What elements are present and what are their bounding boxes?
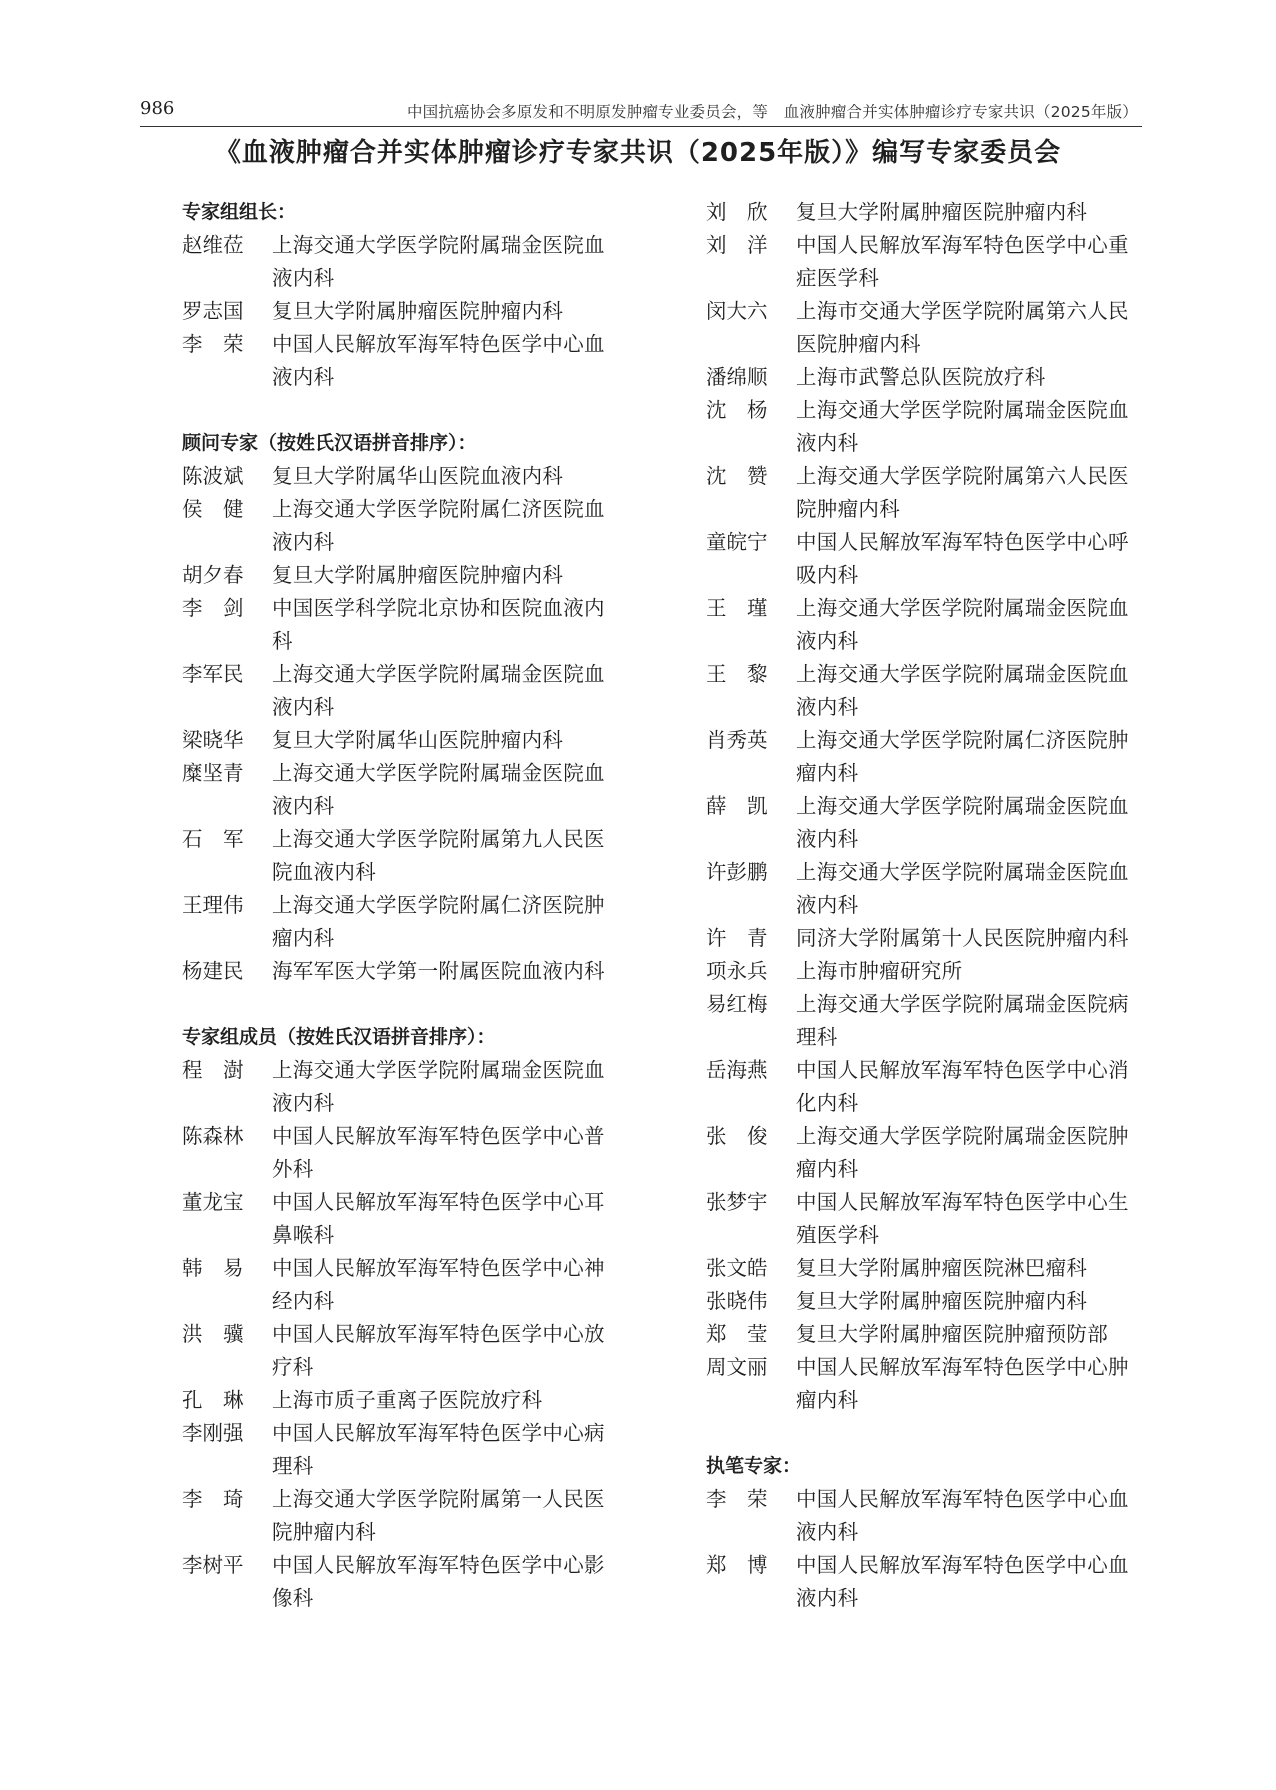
member-entry	[182, 1054, 622, 1120]
member-name: 王 黎	[706, 662, 768, 686]
member-affiliation: 中国人民解放军海军特色医学中心消化内科	[796, 1058, 1129, 1115]
member-name: 胡夕春	[182, 563, 244, 587]
member-entry	[706, 295, 1146, 361]
member-affiliation: 上海交通大学医学院附属第九人民医院血液内科	[272, 827, 605, 884]
member-name: 杨建民	[182, 959, 244, 983]
member-name: 郑 博	[706, 1553, 768, 1577]
member-entry	[706, 1252, 1146, 1285]
member-name: 许 青	[706, 926, 768, 950]
member-entry	[182, 493, 622, 559]
member-affiliation: 同济大学附属第十人民医院肿瘤内科	[796, 926, 1129, 950]
member-name: 闵大六	[706, 299, 768, 323]
member-name: 童皖宁	[706, 530, 768, 554]
member-name: 罗志国	[182, 299, 244, 323]
member-entry	[706, 790, 1146, 856]
member-entry	[706, 1285, 1146, 1318]
member-entry	[182, 559, 622, 592]
member-entry	[182, 592, 622, 658]
member-entry	[706, 1054, 1146, 1120]
member-affiliation: 复旦大学附属肿瘤医院肿瘤内科	[796, 200, 1088, 224]
member-affiliation: 上海交通大学医学院附属瑞金医院血液内科	[272, 761, 605, 818]
member-name: 李 琦	[182, 1487, 244, 1511]
member-affiliation: 上海交通大学医学院附属瑞金医院血液内科	[796, 398, 1129, 455]
member-entry	[182, 1318, 622, 1384]
member-name: 项永兵	[706, 959, 768, 983]
journal-header: 中国抗癌协会多原发和不明原发肿瘤专业委员会，等 血液肿瘤合并实体肿瘤诊疗专家共识（2025年版）	[406, 103, 1138, 121]
member-entry	[182, 724, 622, 757]
member-name: 刘 欣	[706, 200, 768, 224]
member-entry	[182, 1120, 622, 1186]
member-affiliation: 复旦大学附属肿瘤医院肿瘤内科	[272, 563, 564, 587]
member-entry	[706, 1549, 1146, 1615]
member-name: 沈 赞	[706, 464, 768, 488]
member-affiliation: 上海交通大学医学院附属仁济医院血液内科	[272, 497, 605, 554]
member-entry	[182, 1417, 622, 1483]
member-name: 周文丽	[706, 1355, 768, 1379]
member-entry	[706, 1186, 1146, 1252]
right-column	[706, 196, 1146, 1615]
section-gap	[706, 1417, 1146, 1450]
member-affiliation: 上海交通大学医学院附属瑞金医院血液内科	[796, 662, 1129, 719]
member-affiliation: 上海交通大学医学院附属第六人民医院肿瘤内科	[796, 464, 1129, 521]
member-name: 张 俊	[706, 1124, 768, 1148]
member-affiliation: 上海交通大学医学院附属瑞金医院血液内科	[272, 1058, 605, 1115]
member-name: 张文皓	[706, 1256, 768, 1280]
member-affiliation: 中国人民解放军海军特色医学中心神经内科	[272, 1256, 605, 1313]
member-entry	[182, 328, 622, 394]
member-name: 李军民	[182, 662, 244, 686]
member-affiliation: 中国人民解放军海军特色医学中心耳鼻喉科	[272, 1190, 605, 1247]
member-entry	[706, 955, 1146, 988]
member-entry	[706, 658, 1146, 724]
member-entry	[182, 1252, 622, 1318]
member-entry	[182, 229, 622, 295]
member-name: 石 军	[182, 827, 244, 851]
member-affiliation: 中国人民解放军海军特色医学中心病理科	[272, 1421, 605, 1478]
member-name: 洪 骥	[182, 1322, 244, 1346]
member-affiliation: 上海交通大学医学院附属瑞金医院血液内科	[796, 860, 1129, 917]
member-affiliation: 上海市武警总队医院放疗科	[796, 365, 1046, 389]
member-entry	[182, 658, 622, 724]
member-name: 李 荣	[706, 1487, 768, 1511]
member-entry	[706, 394, 1146, 460]
member-name: 岳海燕	[706, 1058, 768, 1082]
section-gap	[182, 394, 622, 427]
member-entry	[706, 460, 1146, 526]
member-affiliation: 上海交通大学医学院附属瑞金医院血液内科	[796, 794, 1129, 851]
member-affiliation: 上海交通大学医学院附属第一人民医院肿瘤内科	[272, 1487, 605, 1544]
member-affiliation: 海军军医大学第一附属医院血液内科	[272, 959, 605, 983]
member-affiliation: 复旦大学附属肿瘤医院肿瘤预防部	[796, 1322, 1108, 1346]
member-entry	[182, 295, 622, 328]
member-name: 李 剑	[182, 596, 244, 620]
section-heading-members: 专家组成员（按姓氏汉语拼音排序）：	[182, 1026, 496, 1048]
member-name: 李 荣	[182, 332, 244, 356]
member-entry	[706, 1318, 1146, 1351]
member-name: 糜坚青	[182, 761, 244, 785]
member-affiliation: 复旦大学附属华山医院肿瘤内科	[272, 728, 564, 752]
member-name: 潘绵顺	[706, 365, 768, 389]
member-entry	[706, 196, 1146, 229]
member-entry	[182, 889, 622, 955]
member-name: 董龙宝	[182, 1190, 244, 1214]
member-affiliation: 中国人民解放军海军特色医学中心重症医学科	[796, 233, 1129, 290]
member-affiliation: 上海市交通大学医学院附属第六人民医院肿瘤内科	[796, 299, 1129, 356]
member-affiliation: 上海交通大学医学院附属仁济医院肿瘤内科	[272, 893, 605, 950]
member-entry	[706, 1351, 1146, 1417]
member-name: 陈波斌	[182, 464, 244, 488]
member-name: 梁晓华	[182, 728, 244, 752]
member-affiliation: 中国人民解放军海军特色医学中心影像科	[272, 1553, 605, 1610]
member-entry	[706, 1483, 1146, 1549]
member-name: 张梦宇	[706, 1190, 768, 1214]
member-entry	[182, 757, 622, 823]
member-name: 孔 琳	[182, 1388, 244, 1412]
member-name: 许彭鹏	[706, 860, 768, 884]
member-name: 肖秀英	[706, 728, 768, 752]
member-name: 程 澍	[182, 1058, 244, 1082]
member-affiliation: 中国人民解放军海军特色医学中心血液内科	[796, 1487, 1129, 1544]
member-affiliation: 中国人民解放军海军特色医学中心血液内科	[272, 332, 605, 389]
member-entry	[706, 526, 1146, 592]
member-entry	[182, 1186, 622, 1252]
member-entry	[182, 1483, 622, 1549]
member-affiliation: 上海交通大学医学院附属瑞金医院血液内科	[272, 662, 605, 719]
member-affiliation: 复旦大学附属肿瘤医院肿瘤内科	[796, 1289, 1088, 1313]
member-entry	[706, 922, 1146, 955]
member-entry	[706, 229, 1146, 295]
member-affiliation: 上海交通大学医学院附属瑞金医院肿瘤内科	[796, 1124, 1129, 1181]
member-name: 李树平	[182, 1553, 244, 1577]
member-entry	[706, 988, 1146, 1054]
member-name: 沈 杨	[706, 398, 768, 422]
running-head	[140, 96, 1142, 127]
member-entry	[706, 856, 1146, 922]
member-name: 王理伟	[182, 893, 244, 917]
section-gap	[182, 988, 622, 1021]
member-name: 刘 洋	[706, 233, 768, 257]
member-affiliation: 复旦大学附属华山医院血液内科	[272, 464, 564, 488]
member-affiliation: 上海交通大学医学院附属瑞金医院血液内科	[796, 596, 1129, 653]
member-name: 王 瑾	[706, 596, 768, 620]
member-entry	[706, 592, 1146, 658]
member-affiliation: 中国人民解放军海军特色医学中心呼吸内科	[796, 530, 1129, 587]
document-title: 《血液肿瘤合并实体肿瘤诊疗专家共识（2025年版）》编写专家委员会	[214, 138, 1062, 168]
member-name: 郑 莹	[706, 1322, 768, 1346]
section-heading-leaders: 专家组组长：	[182, 201, 297, 223]
member-entry	[182, 460, 622, 493]
member-affiliation: 中国人民解放军海军特色医学中心普外科	[272, 1124, 605, 1181]
member-affiliation: 上海市肿瘤研究所	[796, 959, 963, 983]
member-affiliation: 复旦大学附属肿瘤医院淋巴瘤科	[796, 1256, 1088, 1280]
member-entry	[182, 823, 622, 889]
member-affiliation: 中国人民解放军海军特色医学中心肿瘤内科	[796, 1355, 1129, 1412]
left-column	[182, 196, 622, 1615]
member-entry	[182, 955, 622, 988]
member-name: 赵维莅	[182, 233, 244, 257]
member-name: 薛 凯	[706, 794, 768, 818]
member-name: 韩 易	[182, 1256, 244, 1280]
member-affiliation: 中国人民解放军海军特色医学中心血液内科	[796, 1553, 1129, 1610]
member-entry	[182, 1384, 622, 1417]
member-entry	[706, 361, 1146, 394]
member-name: 易红梅	[706, 992, 768, 1016]
member-entry	[182, 1549, 622, 1615]
member-affiliation: 上海市质子重离子医院放疗科	[272, 1388, 543, 1412]
member-name: 李刚强	[182, 1421, 244, 1445]
section-heading-advisors: 顾问专家（按姓氏汉语拼音排序）：	[182, 432, 477, 454]
member-affiliation: 中国人民解放军海军特色医学中心生殖医学科	[796, 1190, 1129, 1247]
page-number: 986	[140, 98, 175, 119]
member-name: 张晓伟	[706, 1289, 768, 1313]
member-name: 陈森林	[182, 1124, 244, 1148]
member-affiliation: 中国医学科学院北京协和医院血液内科	[272, 596, 605, 653]
member-affiliation: 复旦大学附属肿瘤医院肿瘤内科	[272, 299, 564, 323]
member-entry	[706, 724, 1146, 790]
member-name: 侯 健	[182, 497, 244, 521]
member-affiliation: 上海交通大学医学院附属瑞金医院血液内科	[272, 233, 605, 290]
section-heading-writers: 执笔专家：	[706, 1455, 802, 1477]
member-affiliation: 中国人民解放军海军特色医学中心放疗科	[272, 1322, 605, 1379]
member-affiliation: 上海交通大学医学院附属仁济医院肿瘤内科	[796, 728, 1129, 785]
member-affiliation: 上海交通大学医学院附属瑞金医院病理科	[796, 992, 1129, 1049]
member-entry	[706, 1120, 1146, 1186]
